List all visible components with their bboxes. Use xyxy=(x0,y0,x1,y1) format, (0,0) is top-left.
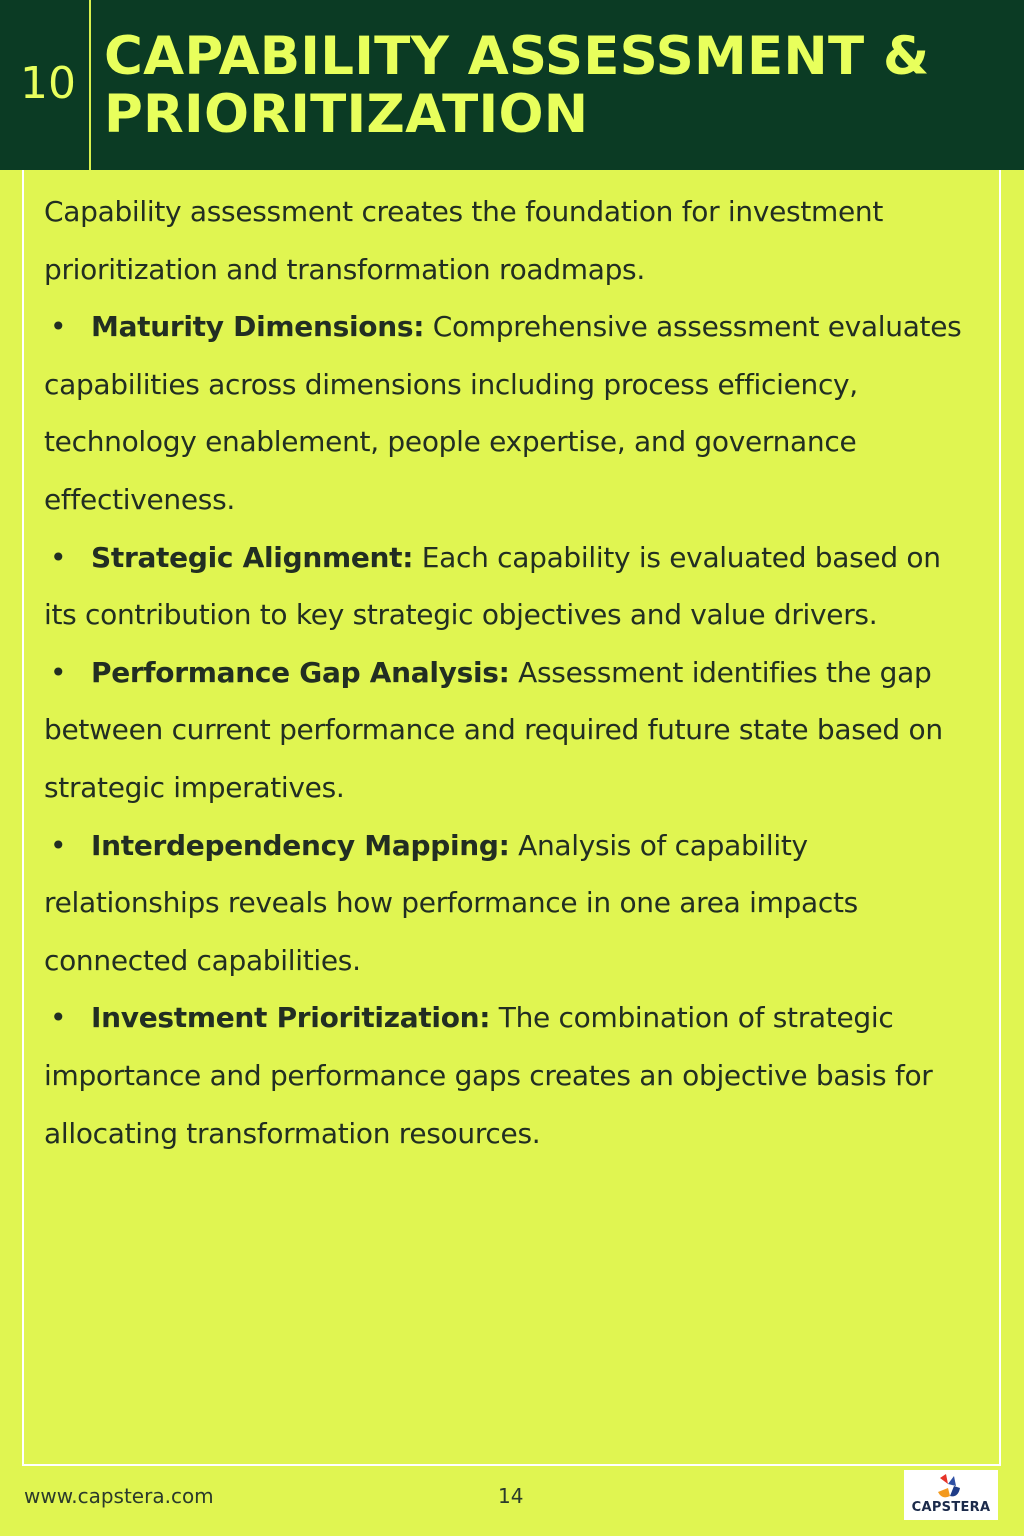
capstera-logo-icon xyxy=(924,1472,978,1502)
bullet-item-interdependency-mapping xyxy=(44,817,979,990)
logo-wordmark: CAPSTERA xyxy=(911,1500,991,1515)
header-divider xyxy=(89,0,91,170)
bullet-lead: Performance Gap Analysis: xyxy=(91,655,510,689)
bullet-text: Comprehensive assessment evaluates capabilities across dimensions including process efficiency, technology enablement, people expertise, and governance effectiveness. xyxy=(44,310,962,516)
footer-website-link[interactable]: www.capstera.com xyxy=(24,1484,214,1508)
bullet-dot: • xyxy=(50,310,67,344)
bullet-text: Each capability is evaluated based on its contribution to key strategic objectives and value drivers. xyxy=(44,540,941,632)
section-title xyxy=(104,28,1004,144)
bullet-dot: • xyxy=(50,828,67,862)
bullet-lead: Strategic Alignment: xyxy=(91,540,414,574)
bullet-lead: Interdependency Mapping: xyxy=(91,828,510,862)
title-line-2: PRIORITIZATION xyxy=(104,84,589,145)
intro-paragraph: Capability assessment creates the foundation for investment prioritization and transformation roadmaps. xyxy=(44,195,884,286)
title-line-1: CAPABILITY ASSESSMENT & xyxy=(104,26,930,87)
bullet-dot: • xyxy=(50,1001,67,1035)
bullet-item-performance-gap-analysis xyxy=(44,644,979,817)
bullet-text: Analysis of capability relationships reveals how performance in one area impacts connected capabilities. xyxy=(44,828,858,977)
bullet-lead: Investment Prioritization: xyxy=(91,1001,491,1035)
bullet-dot: • xyxy=(50,540,67,574)
bullet-text: Assessment identifies the gap between current performance and required future state based on strategic imperatives. xyxy=(44,655,943,804)
bullet-item-investment-prioritization xyxy=(44,989,979,1162)
bullet-dot: • xyxy=(50,655,67,689)
bullet-item-strategic-alignment xyxy=(44,529,979,644)
page-header xyxy=(0,0,1024,170)
bullet-lead: Maturity Dimensions: xyxy=(91,310,425,344)
bullet-item-maturity-dimensions xyxy=(44,298,979,528)
content-body xyxy=(44,183,979,1162)
capstera-logo xyxy=(904,1470,998,1520)
page-number: 14 xyxy=(498,1484,524,1508)
bullet-text: The combination of strategic importance and performance gaps creates an objective basis for allocating transformation resources. xyxy=(44,1001,933,1150)
section-number: 10 xyxy=(20,58,76,109)
